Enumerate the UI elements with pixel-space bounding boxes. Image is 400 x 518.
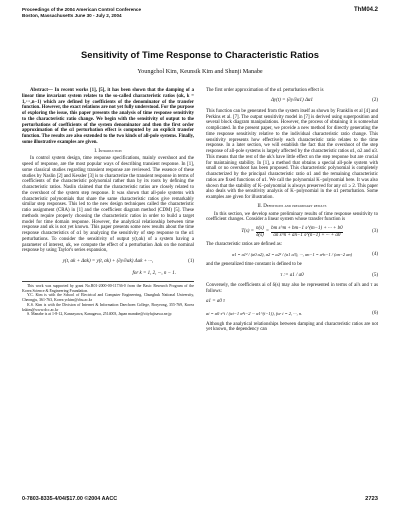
equation-3-ratio xyxy=(256,226,264,239)
equation-2 xyxy=(206,97,378,106)
isbn-copyright: 0-7803-8335-4/04/$17.00 ©2004 AACC xyxy=(22,496,118,502)
paper-id: ThM04.2 xyxy=(353,7,378,13)
equation-3-poly-denominator: an s^n + an−1 s^(n−1) + ··· + a0 xyxy=(273,232,341,238)
equation-3-number: (3) xyxy=(372,229,378,235)
abstract: Abstract— In recent works [1], [5], it has been shown that the damping of a linear time invariant system relates to the so-called characteristic ratios (αk, k = 1,···,n−1) which are defined by coefficients of the denominator of the transfer function. However, the exact relations are not yet fully understood. For the purpose of exploring the issue, this paper presents the analysis of time response sensitivity to the characteristic ratio change. We begin with the sensitivity of output to the perturbations of coefficients of the system denominator and then the first order approximation of the α1 perturbation effect is computed by an explicit transfer function. The results are also extended to the two kinds of all-pole systems. Finally, some illustrative examples are given. xyxy=(22,88,194,145)
equation-4 xyxy=(206,250,378,259)
paper-title: Sensitivity of Time Response to Characteristic Ratios xyxy=(81,49,319,60)
paragraph-dependency: Although the analytical relationships between damping and characteristic ratios are not yet known, the dependency can xyxy=(206,321,378,333)
paragraph-time-constant: and the generalized time constant is defined to be xyxy=(206,262,302,268)
footnote-author-1: Y.C. Kim is with the School of Electrical and Computer Engineering, Chungbuk National University, Cheongju, 361-763, Korea yckim@cbu.ac.kr xyxy=(22,293,194,303)
equation-6b-body: ai = a0 τ^i / (αi−1 α²i−2 ··· α1^(i−1)), for i = 2, ···, n. xyxy=(206,311,303,317)
equation-1-lhs: y(t, αk + Δαk) = y(t, αk) + (∂y/∂αk) Δαk + ···, xyxy=(62,258,154,264)
author-list: Youngchol Kim, Keunsik Kim and Shunji Manabe xyxy=(137,68,263,75)
footnotes xyxy=(22,281,194,317)
equation-3-numerator: n(s) xyxy=(256,226,264,231)
section-heading-definitions: II. Definitions and preliminary results xyxy=(257,203,327,209)
left-column xyxy=(22,88,194,317)
footnote-funding: This work was supported by grant No.R01-2000-00-11736-0 from the Basic Research Program of the Korea Science & Engineering Foundation. xyxy=(22,284,194,293)
paragraph-first-order: The first order approximation of the α1 perturbation effect is xyxy=(206,88,324,93)
paragraph-sensitivity: This function can be generated from the system itself as shown by Franklin et al [4] and Perkins et al. [7]. The output sensitivity model in [7] is derived using superposition and several block diagram manipulations. However, the process of obtaining it is somewhat complicated. In the present paper, we provide a new method for directly generating the time response sensitivity relative to the individual characteristic ratio change. This sensitivity represents how effectively each characteristic ratio relates to the time response. In a later section, we will establish the fact that the overshoot of the step response of all-pole systems is largely affected by the characteristic ratios α1, α2 and α3. This means that the rest of the αk's have little effect on the step response but are crucial for maintaining stability. In [1], a method that obtains a special all-pole system with small or no overshoot has been proposed. This characteristic polynomial is completely characterized by the principal characteristic ratio α1 and the remaining characteristic ratios are fixed functions of α1. We call the polynomial K−polynomial here. It was also shown that the stability of K−polynomial is always preserved for any α1 ≥ 2. This paper also deals with the sensitivity analysis of K−polynomial in the α1 perturbation. Some examples are given for illustration. xyxy=(206,108,378,200)
equation-3-lhs: T(s) = xyxy=(241,229,254,235)
paragraph-characteristic-ratios: The characteristic ratios are defined as: xyxy=(206,241,282,247)
equation-6a-body: a1 = a0 τ xyxy=(206,299,225,305)
paragraph-coefficients: Conversely, the coefficients ai of δ(s) may also be represented in terms of ai's and τ as follows: xyxy=(206,283,378,294)
equation-1-rhs: for k = 1, 2, ···, n − 1. xyxy=(132,270,176,276)
equation-3-denominator: δ(s) xyxy=(256,232,264,238)
section-heading-introduction: I. Introduction xyxy=(94,148,122,154)
footnote-author-2: K.S. Kim is with the Division of Internet & Information Daechoen College, Boryeong, 355-769, Korea kskim@www.dcc.ac.kr xyxy=(22,302,194,312)
equation-4-body: α1 = a1² / (a0 a2), α2 = a2² / (a1 a3), ···, αn−1 = a²n−1 / (an−2 an) xyxy=(231,251,353,257)
equation-3 xyxy=(206,226,378,239)
running-header xyxy=(22,7,141,19)
paragraph-transfer-function: In this section, we develop some preliminary results of time response sensitivity to coefficient changes. Consider a linear system whose transfer function is xyxy=(206,211,378,223)
equation-6b xyxy=(206,310,378,319)
right-column xyxy=(206,88,378,333)
footnote-author-3: S. Manabe is at 1-8-12, Kanazyawa, Kanagawa, 2514003, Japan manabe@cityfujisawa.ne.jp xyxy=(27,312,172,317)
equation-6a xyxy=(206,298,378,307)
page-number: 2723 xyxy=(365,496,378,502)
equation-1-condition xyxy=(22,269,194,278)
equation-6-number: (6) xyxy=(372,311,378,317)
proceedings-name: Proceedings of the 2004 American Control Conference xyxy=(22,7,142,12)
conference-location: Boston, Massachusetts June 30 - July 2, 2004 xyxy=(22,13,122,18)
equation-2-number: (2) xyxy=(372,98,378,104)
equation-1 xyxy=(22,257,194,266)
equation-3-polynomial xyxy=(271,226,343,239)
equation-3-equals: = xyxy=(265,229,270,235)
equation-5-number: (5) xyxy=(372,272,378,278)
equation-3-poly-numerator: bm s^m + bm−1 s^(m−1) + ··· + b0 xyxy=(271,226,343,231)
equation-1-number: (1) xyxy=(188,258,194,264)
equation-5-body: τ := a1 / a0 xyxy=(280,272,304,278)
equation-2-body: Δy(t) = (∂y/∂α1) Δα1 xyxy=(270,98,314,104)
equation-4-number: (4) xyxy=(372,251,378,257)
equation-5 xyxy=(206,271,378,280)
introduction-paragraph: In control system design, time response specifications, mainly overshoot and the speed of response, are the most popular ways of describing transient response. In [1], some classical studies regarding transient response are reviewed. The essence of these studies by Naslin [2] and Kessler [3] is to characterize the transient response in terms of coefficients of the characteristic polynomial rather than by its roots by defining the characteristic ratios. Naslin claimed that the characteristic ratios are closely related to the overshoot of the system step response. It was shown that all-pole systems with characteristic polynomials that share the same characteristic ratios give remarkably similar step responses. This led to the new design techniques called the characteristic ratio assignment (CRA) in [1] and the coefficient diagram method (CDM) [5]. These methods require properly choosing the characteristic ratios in order to build a target model for time domain response. However, the analytical relationship between time response and αk is not yet known. This paper presents some new results about the time response characteristics of α1 by analyzing the sensitivity of step response to the α1 perturbations. To consider the sensitivity of output y(t,αk) of a system having a parameter of interest, αk, we compute the effect of a perturbation Δαk on the nominal response by using Taylor's series expansion, xyxy=(22,156,194,254)
